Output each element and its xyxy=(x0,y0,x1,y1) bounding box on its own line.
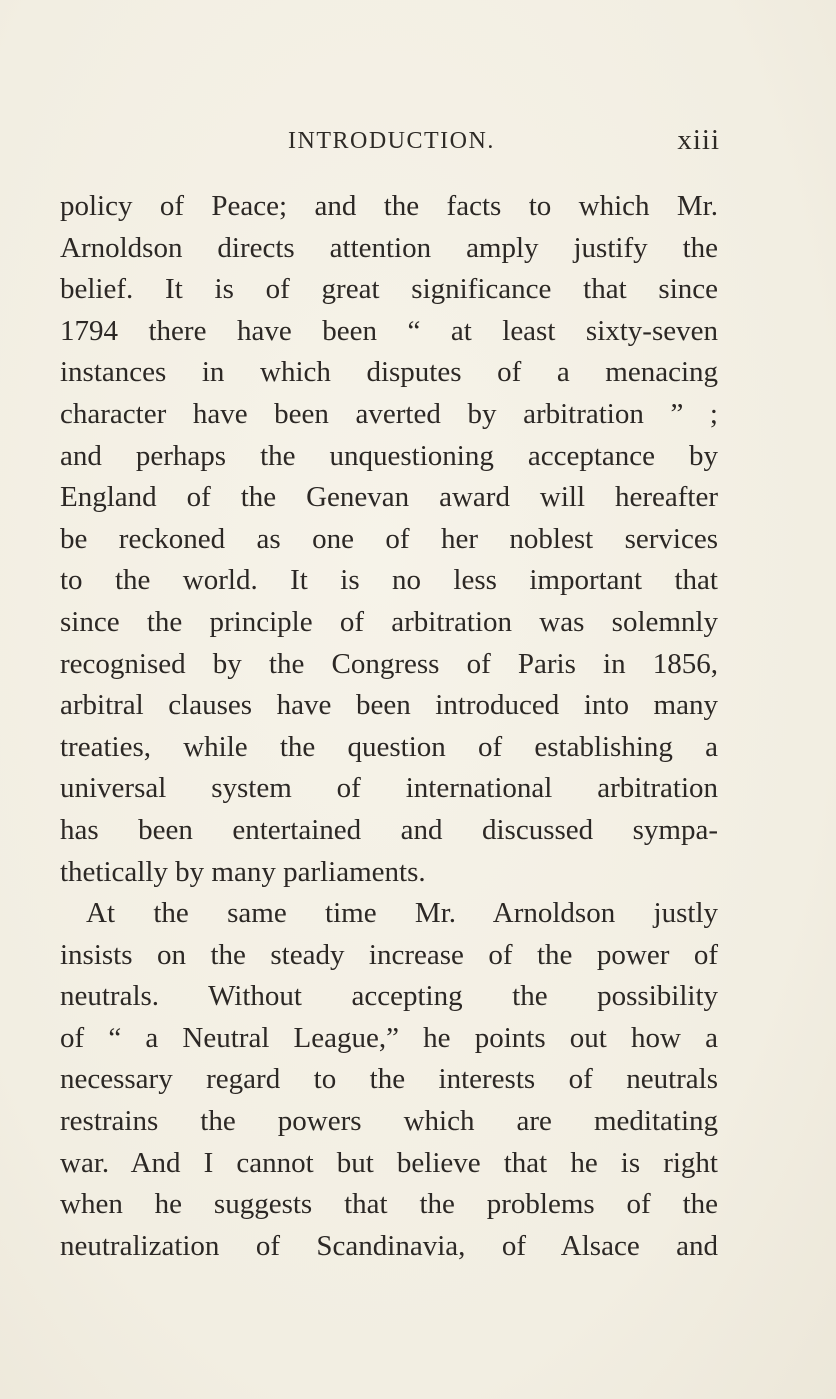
text-line: Arnoldson directs attention amply justify the xyxy=(60,231,718,264)
text-line: when he suggests that the problems of the xyxy=(60,1188,718,1221)
page-number: xiii xyxy=(677,124,720,156)
text-line: has been entertained and discussed sympa- xyxy=(60,813,718,846)
text-line: England of the Genevan award will hereafter xyxy=(60,481,718,514)
text-line: recognised by the Congress of Paris in 1856, xyxy=(60,647,718,680)
text-line: and perhaps the unquestioning acceptance by xyxy=(60,439,718,472)
text-line: character have been averted by arbitration ” ; xyxy=(60,397,718,430)
text-line: since the principle of arbitration was solemnly xyxy=(60,605,718,638)
text-line: necessary regard to the interests of neutrals xyxy=(60,1063,718,1096)
text-line: neutralization of Scandinavia, of Alsace and xyxy=(60,1229,718,1262)
running-head xyxy=(60,122,720,162)
text-line: 1794 there have been “ at least sixty-seven xyxy=(60,314,718,347)
text-line: be reckoned as one of her noblest services xyxy=(60,522,718,555)
text-line: of “ a Neutral League,” he points out how a xyxy=(60,1021,718,1054)
text-line: belief. It is of great significance that since xyxy=(60,273,718,306)
text-line: war. And I cannot but believe that he is right xyxy=(60,1146,718,1179)
text-line: treaties, while the question of establishing a xyxy=(60,730,718,763)
running-title: INTRODUCTION. xyxy=(288,128,495,154)
body-text xyxy=(60,186,718,1267)
text-line: to the world. It is no less important that xyxy=(60,564,718,597)
text-line: neutrals. Without accepting the possibility xyxy=(60,980,718,1013)
text-line: thetically by many parliaments. xyxy=(60,855,426,888)
paragraph-first-line: At the same time Mr. Arnoldson justly xyxy=(86,897,718,930)
text-line: insists on the steady increase of the power of xyxy=(60,938,718,971)
text-line: instances in which disputes of a menacing xyxy=(60,356,718,389)
text-line: arbitral clauses have been introduced into many xyxy=(60,689,718,722)
text-line: restrains the powers which are meditating xyxy=(60,1105,718,1138)
text-line: policy of Peace; and the facts to which Mr. xyxy=(60,190,718,222)
text-line: universal system of international arbitration xyxy=(60,772,718,805)
